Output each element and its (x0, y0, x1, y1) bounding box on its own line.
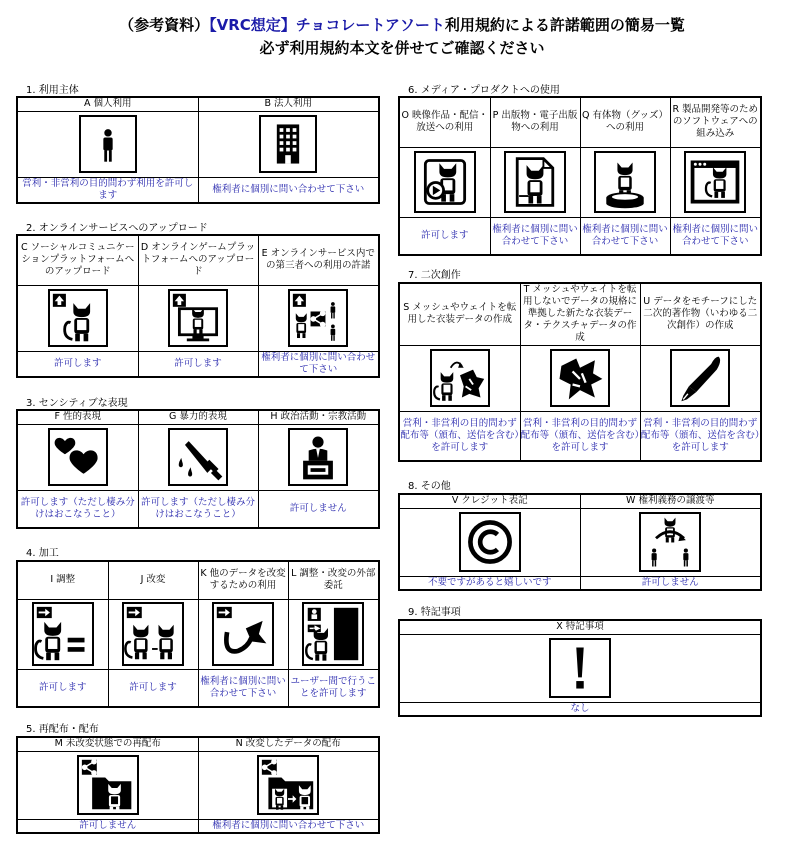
cell-p-head: P 出版物・電子出版物への利用 (490, 97, 580, 147)
section-5-label: 5. 再配布・配布 (26, 724, 99, 735)
title-suffix: 利用規約による許諾範囲の簡易一覧 (444, 16, 685, 34)
cell-v-head: V クレジット表記 (399, 494, 580, 508)
cell-n-head: N 改変したデータの配布 (198, 737, 379, 751)
cell-w-foot: 許可しません (580, 576, 761, 590)
cell-e-foot: 権利者に個別に問い合わせて下さい (258, 351, 379, 377)
cell-s-foot: 営利・非営利の目的問わず配布等（頒布、送信を含む）を許可します (399, 411, 520, 461)
title-highlight: 【VRC想定】チョコレートアソート (209, 16, 445, 34)
software-icon (684, 151, 746, 213)
exclamation-icon (549, 638, 611, 698)
cell-h-head: H 政治活動・宗教活動 (258, 410, 379, 424)
cell-r-foot: 権利者に個別に問い合わせて下さい (670, 217, 761, 255)
cell-c-foot: 許可します (17, 351, 138, 377)
cell-s-head: S メッシュやウェイトを転用した衣装データの作成 (399, 283, 520, 345)
cell-f-head: F 性的表現 (17, 410, 138, 424)
modify-icon (122, 602, 184, 666)
section-4-table (16, 560, 380, 708)
hearts-icon (48, 428, 108, 486)
section-9-label: 9. 特記事項 (408, 607, 461, 618)
cell-q-foot: 権利者に個別に問い合わせて下さい (580, 217, 670, 255)
cell-p-foot: 権利者に個別に問い合わせて下さい (490, 217, 580, 255)
cell-u-head: U データをモチーフにした二次的著作物（いわゆる二次創作）の作成 (640, 283, 761, 345)
cell-b-head: B 法人利用 (198, 97, 379, 111)
transfer-rights-icon (639, 512, 701, 572)
section-2-table (16, 234, 380, 378)
cell-l-head: L 調整・改変の外部委託 (288, 561, 379, 599)
cell-k-head: K 他のデータを改変するための利用 (198, 561, 288, 599)
podium-icon (288, 428, 348, 486)
costume-transfer-icon (430, 349, 490, 407)
knife-icon (168, 428, 228, 486)
section-1-label: 1. 利用主体 (26, 85, 79, 96)
section-2-label: 2. オンラインサービスへのアップロード (26, 223, 208, 234)
video-icon (414, 151, 476, 213)
figure-icon (594, 151, 656, 213)
cell-m-head: M 未改変状態での再配布 (17, 737, 198, 751)
cell-n-foot: 権利者に個別に問い合わせて下さい (198, 819, 379, 833)
page-subtitle: 必ず利用規約本文を併せてご確認ください (259, 39, 545, 57)
cell-e-head: E オンラインサービス内での第三者への利用の許諾 (258, 235, 379, 285)
publication-icon (504, 151, 566, 213)
outsource-icon (302, 602, 364, 666)
share-users-icon (288, 289, 348, 347)
title-prefix: （参考資料） (119, 16, 210, 34)
cell-d-foot: 許可します (138, 351, 258, 377)
cell-h-foot: 許可しません (258, 490, 379, 528)
section-9-table (398, 619, 762, 717)
cell-l-foot: ユーザー間で行うことを許可します (288, 669, 379, 707)
cell-r-head: R 製品開発等のためのソフトウェアへの組み込み (670, 97, 761, 147)
cell-g-head: G 暴力的表現 (138, 410, 258, 424)
cell-m-foot: 許可しません (17, 819, 198, 833)
cell-k-foot: 権利者に個別に問い合わせて下さい (198, 669, 288, 707)
section-5-table (16, 736, 380, 834)
section-6-table (398, 96, 762, 256)
section-8-label: 8. その他 (408, 481, 451, 492)
cell-a-head: A 個人利用 (17, 97, 198, 111)
use-for-modify-icon (212, 602, 274, 666)
cell-b-foot: 権利者に個別に問い合わせて下さい (198, 177, 379, 203)
cell-t-head: T メッシュやウェイトを転用しないでデータの規格に準拠した新たな衣装データ・テクスチャデータの作成 (520, 283, 640, 345)
cell-o-foot: 許可します (399, 217, 490, 255)
cell-f-foot: 許可します（ただし棲み分けはおこなうこと） (17, 490, 138, 528)
cell-v-foot: 不要ですがあると嬉しいです (399, 576, 580, 590)
cell-i-foot: 許可します (17, 669, 108, 707)
section-7-table (398, 282, 762, 462)
cell-w-head: W 権利義務の譲渡等 (580, 494, 761, 508)
section-7-label: 7. 二次創作 (408, 270, 461, 281)
section-1-table (16, 96, 380, 204)
cell-x-head: X 特記事項 (399, 620, 761, 634)
cell-t-foot: 営利・非営利の目的問わず配布等（頒布、送信を含む）を許可します (520, 411, 640, 461)
adjust-icon (32, 602, 94, 666)
costume-new-icon (550, 349, 610, 407)
redistribute-icon (77, 755, 139, 815)
pen-icon (670, 349, 730, 407)
cell-o-head: O 映像作品・配信・放送への利用 (399, 97, 490, 147)
section-6-label: 6. メディア・プロダクトへの使用 (408, 85, 560, 96)
page-title (0, 14, 804, 36)
cell-a-foot: 営利・非営利の目的問わず利用を許可します (17, 177, 198, 203)
section-3-table (16, 409, 380, 529)
cell-u-foot: 営利・非営利の目的問わず配布等（頒布、送信を含む）を許可します (640, 411, 761, 461)
section-8-table (398, 493, 762, 591)
cell-c-head: C ソーシャルコミュニケーションプラットフォームへのアップロード (17, 235, 138, 285)
cell-j-foot: 許可します (108, 669, 198, 707)
distribute-modified-icon (257, 755, 319, 815)
section-3-label: 3. センシティブな表現 (26, 398, 128, 409)
section-4-label: 4. 加工 (26, 548, 59, 559)
cell-i-head: I 調整 (17, 561, 108, 599)
copyright-icon (459, 512, 521, 572)
cell-x-foot: なし (399, 702, 761, 716)
person-icon (79, 115, 137, 173)
cell-j-head: J 改変 (108, 561, 198, 599)
upload-monitor-icon (168, 289, 228, 347)
cell-d-head: D オンラインゲームプラットフォームへのアップロード (138, 235, 258, 285)
cell-q-head: Q 有体物（グッズ）への利用 (580, 97, 670, 147)
cell-g-foot: 許可します（ただし棲み分けはおこなうこと） (138, 490, 258, 528)
upload-avatar-icon (48, 289, 108, 347)
building-icon (259, 115, 317, 173)
